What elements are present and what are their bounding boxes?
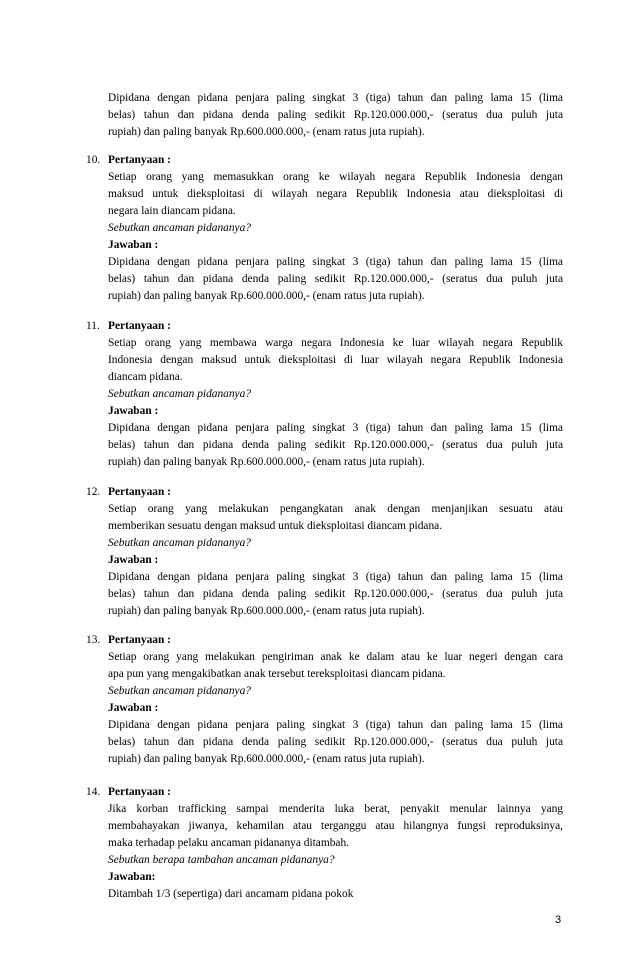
question-number: 14. xyxy=(86,786,101,798)
question-prompt: Sebutkan ancaman pidananya? xyxy=(108,222,251,234)
answer-text-line: rupiah) dan paling banyak Rp.600.000.000,- (enam ratus juta rupiah). xyxy=(108,753,425,765)
question-text-line: memberikan sesuatu dengan maksud untuk dieksploitasi diancam pidana. xyxy=(108,520,443,532)
question-number: 12. xyxy=(86,486,101,498)
question-text-line: Setiap orang yang memasukkan orang ke wilayah negara Republik Indonesia dengan xyxy=(108,171,563,183)
answer-text-line: rupiah) dan paling banyak Rp.600.000.000,- (enam ratus juta rupiah). xyxy=(108,456,425,468)
question-header xyxy=(86,632,563,649)
answer-text-line: rupiah) dan paling banyak Rp.600.000.000,- (enam ratus juta rupiah). xyxy=(108,290,425,302)
question-label: Pertanyaan : xyxy=(108,320,171,332)
answer-label: Jawaban : xyxy=(108,702,159,714)
question-prompt: Sebutkan ancaman pidananya? xyxy=(108,388,251,400)
question-text-line: diancam pidana. xyxy=(108,371,183,383)
answer-text-line: Dipidana dengan pidana penjara paling singkat 3 (tiga) tahun dan paling lama 15 (lima xyxy=(108,256,563,268)
question-text-line: Jika korban trafficking sampai menderita luka berat, penyakit menular lainnya yang xyxy=(108,803,563,815)
answer-text-line: Dipidana dengan pidana penjara paling singkat 3 (tiga) tahun dan paling lama 15 (lima xyxy=(108,422,563,434)
answer-label: Jawaban : xyxy=(108,554,159,566)
question-body xyxy=(108,335,563,471)
question-text-line: maka terhadap pelaku ancaman pidananya ditambah. xyxy=(108,837,349,849)
question-header xyxy=(86,484,563,501)
question-header xyxy=(86,152,563,169)
question-item-14 xyxy=(86,784,563,903)
question-body xyxy=(108,649,563,768)
question-item-13 xyxy=(86,632,563,768)
question-text-line: Setiap orang yang membawa warga negara Indonesia ke luar wilayah negara Republik xyxy=(108,337,563,349)
answer-text-line: Ditambah 1/3 (sepertiga) dari ancamam pidana pokok xyxy=(108,888,354,900)
answer-text-line: belas) tahun dan pidana denda paling sedikit Rp.120.000.000,- (seratus dua puluh juta xyxy=(108,736,563,748)
question-item-10 xyxy=(86,152,563,305)
intro-line: belas) tahun dan pidana denda paling sedikit Rp.120.000.000,- (seratus dua puluh juta xyxy=(108,109,563,121)
question-text-line: Setiap orang yang melakukan pengiriman anak ke dalam atau ke luar negeri dengan cara xyxy=(108,651,563,663)
question-body xyxy=(108,169,563,305)
answer-label: Jawaban: xyxy=(108,871,156,883)
question-prompt: Sebutkan ancaman pidananya? xyxy=(108,685,251,697)
intro-line: rupiah) dan paling banyak Rp.600.000.000,- (enam ratus juta rupiah). xyxy=(108,126,425,138)
question-text-line: negara lain diancam pidana. xyxy=(108,205,236,217)
intro-line: Dipidana dengan pidana penjara paling singkat 3 (tiga) tahun dan paling lama 15 (lima xyxy=(108,92,563,104)
question-number: 13. xyxy=(86,634,101,646)
answer-text-line: belas) tahun dan pidana denda paling sedikit Rp.120.000.000,- (seratus dua puluh juta xyxy=(108,588,563,600)
question-body xyxy=(108,501,563,620)
question-number: 11. xyxy=(86,320,100,332)
question-text-line: maksud untuk dieksploitasi di wilayah negara Republik Indonesia atau dieksploitasi di xyxy=(108,188,563,200)
question-number: 10. xyxy=(86,154,101,166)
question-item-11 xyxy=(86,318,563,471)
question-label: Pertanyaan : xyxy=(108,786,171,798)
question-text-line: Setiap orang yang melakukan pengangkatan anak dengan menjanjikan sesuatu atau xyxy=(108,503,563,515)
question-prompt: Sebutkan ancaman pidananya? xyxy=(108,537,251,549)
question-text-line: membahayakan jiwanya, kehamilan atau terganggu atau hilangnya fungsi reproduksinya, xyxy=(108,820,563,832)
question-text-line: apa pun yang mengakibatkan anak tersebut tereksploitasi diancam pidana. xyxy=(108,668,446,680)
question-header xyxy=(86,784,563,801)
intro-paragraph xyxy=(108,90,563,141)
question-label: Pertanyaan : xyxy=(108,154,171,166)
answer-text-line: belas) tahun dan pidana denda paling sedikit Rp.120.000.000,- (seratus dua puluh juta xyxy=(108,273,563,285)
answer-text-line: Dipidana dengan pidana penjara paling singkat 3 (tiga) tahun dan paling lama 15 (lima xyxy=(108,571,563,583)
question-header xyxy=(86,318,563,335)
question-label: Pertanyaan : xyxy=(108,634,171,646)
question-label: Pertanyaan : xyxy=(108,486,171,498)
answer-label: Jawaban : xyxy=(108,239,159,251)
answer-text-line: belas) tahun dan pidana denda paling sedikit Rp.120.000.000,- (seratus dua puluh juta xyxy=(108,439,563,451)
question-prompt: Sebutkan berapa tambahan ancaman pidananya? xyxy=(108,854,335,866)
answer-text-line: rupiah) dan paling banyak Rp.600.000.000,- (enam ratus juta rupiah). xyxy=(108,605,425,617)
page-number: 3 xyxy=(555,914,562,926)
question-item-12 xyxy=(86,484,563,620)
question-body xyxy=(108,801,563,903)
question-text-line: Indonesia dengan maksud untuk dieksploitasi di luar wilayah negara Republik Indonesia xyxy=(108,354,563,366)
answer-text-line: Dipidana dengan pidana penjara paling singkat 3 (tiga) tahun dan paling lama 15 (lima xyxy=(108,719,563,731)
answer-label: Jawaban : xyxy=(108,405,159,417)
